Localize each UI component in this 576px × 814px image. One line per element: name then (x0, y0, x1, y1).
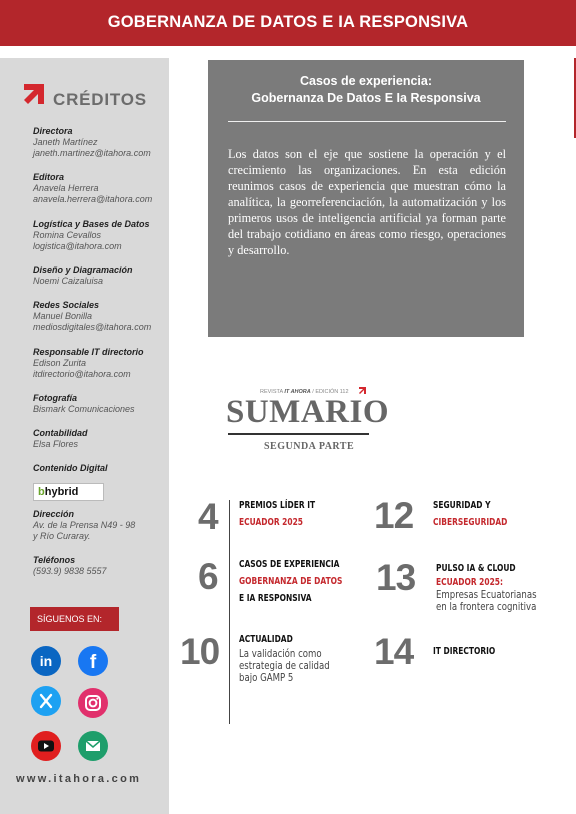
entry-highlight: ECUADOR 2025: (436, 577, 504, 588)
credit-role: Redes Sociales (33, 300, 100, 310)
credit-responsable-it (33, 347, 167, 380)
contents-entry-seguridad[interactable] (433, 497, 507, 531)
email-icon[interactable] (78, 731, 108, 761)
facebook-icon[interactable] (78, 646, 108, 676)
credit-email[interactable]: logistica@itahora.com (33, 241, 122, 251)
entry-page-number: 4 (198, 496, 218, 537)
credit-email[interactable]: mediosdigitales@itahora.com (33, 322, 152, 332)
credit-role: Dirección (33, 509, 75, 519)
svg-text:f: f (89, 652, 97, 673)
credit-name: Elsa Flores (33, 439, 79, 449)
entry-page-number: 14 (374, 631, 414, 672)
entry-title: SEGURIDAD Y (433, 500, 491, 511)
entry-title: CASOS DE EXPERIENCIA (239, 559, 340, 570)
entry-highlight: GOBERNANZA DE DATOS (239, 576, 343, 587)
edition-number: / EDICIÓN 112 (312, 389, 349, 395)
hybrid-logo-b: b (38, 486, 45, 498)
credit-directora (33, 126, 167, 159)
credit-diseno (33, 265, 167, 287)
header-bar (0, 0, 576, 46)
credit-name: Noemi Caizaluisa (33, 276, 104, 286)
entry-description: estrategia de calidad (239, 659, 330, 672)
credit-redes (33, 300, 167, 333)
credit-email[interactable]: janeth.martinez@itahora.com (33, 148, 151, 158)
credit-role: Editora (33, 172, 65, 182)
entry-description: La validación como (239, 647, 322, 660)
credit-direccion (33, 509, 167, 542)
credit-role: Directora (33, 126, 73, 136)
contents-entry-premios[interactable] (239, 497, 315, 531)
youtube-icon[interactable] (31, 731, 61, 761)
phone-number[interactable]: (593.9) 9838 5557 (33, 566, 107, 576)
credit-contenido-digital (33, 463, 167, 474)
feature-title-line2: Gobernanza De Datos E Ia Responsiva (251, 91, 481, 105)
entry-highlight: CIBERSEGURIDAD (433, 517, 508, 528)
entry-page-number: 12 (374, 495, 414, 536)
entry-title-tail: E IA RESPONSIVA (239, 593, 312, 604)
credit-contabilidad (33, 428, 167, 450)
credit-role: Logística y Bases de Datos (33, 219, 150, 229)
entry-page-number: 6 (198, 556, 218, 597)
svg-text:in: in (39, 653, 53, 669)
credit-fotografia (33, 393, 167, 415)
credit-name: Janeth Martínez (33, 137, 98, 147)
entry-title: PREMIOS LÍDER IT (239, 500, 316, 511)
credit-name: Manuel Bonilla (33, 311, 93, 321)
entry-description: Empresas Ecuatorianas (436, 588, 537, 601)
sumario-title: SUMARIO (226, 394, 390, 430)
credit-role: Fotografía (33, 393, 77, 403)
contents-divider (229, 500, 230, 724)
credit-name: Bismark Comunicaciones (33, 404, 135, 414)
contents-entry-actualidad[interactable] (239, 631, 330, 684)
entry-page-number: 10 (180, 631, 220, 672)
credit-name: Romina Cevallos (33, 230, 102, 240)
x-twitter-icon[interactable] (31, 686, 61, 716)
website-link[interactable]: www.itahora.com (16, 773, 142, 785)
credit-role: Contabilidad (33, 428, 88, 438)
contents-entry-it-directorio[interactable] (433, 643, 495, 660)
entry-description: en la frontera cognitiva (436, 600, 537, 613)
instagram-icon[interactable] (78, 688, 108, 718)
entry-highlight: ECUADOR 2025 (239, 517, 304, 528)
credit-role: Responsable IT directorio (33, 347, 144, 357)
entry-description: bajo GAMP 5 (239, 671, 294, 684)
sumario-subtitle: SEGUNDA PARTE (264, 441, 355, 452)
credit-editora (33, 172, 167, 205)
magazine-brand: IT AHORA (284, 389, 311, 395)
credit-telefonos (33, 555, 167, 577)
contents-entry-casos[interactable] (239, 556, 342, 607)
address-line: y Río Curaray. (33, 531, 91, 541)
follow-us-label: SÍGUENOS EN: (30, 607, 119, 631)
credit-email[interactable]: itdirectorio@itahora.com (33, 369, 131, 379)
credit-role: Teléfonos (33, 555, 76, 565)
hybrid-logo (33, 483, 104, 501)
credits-arrow-logo-icon (22, 80, 48, 108)
credit-email[interactable]: anavela.herrera@itahora.com (33, 194, 153, 204)
address-line: Av. de la Prensa N49 - 98 (33, 520, 136, 530)
credits-title: CRÉDITOS (53, 90, 147, 109)
header-title: GOBERNANZA DE DATOS E IA RESPONSIVA (107, 13, 469, 31)
credit-name: Edison Zurita (33, 358, 87, 368)
feature-title (208, 73, 524, 107)
feature-divider (228, 121, 506, 122)
hybrid-logo-text: hybrid (44, 486, 79, 498)
entry-title: ACTUALIDAD (239, 634, 293, 645)
credit-name: Anavela Herrera (33, 183, 99, 193)
contents-entry-pulso[interactable] (436, 560, 537, 613)
entry-page-number: 13 (376, 557, 416, 598)
feature-body: Los datos son el eje que sostiene la operación y el crecimiento las organizaciones. En esta edición reunimos casos de experiencia que muestran cómo la analítica, la georreferenciación, la automatización y los primeros usos de inteligencia artificial ya forman parte del trabajo cotidiano en áreas como riesgo, operaciones y desarrollo. (228, 147, 506, 257)
credit-role: Diseño y Diagramación (33, 265, 133, 275)
entry-title: PULSO IA & CLOUD (436, 563, 516, 574)
feature-title-line1: Casos de experiencia: (299, 74, 432, 88)
magazine-prefix: REVISTA (260, 389, 283, 395)
linkedin-icon[interactable] (31, 646, 61, 676)
credit-logistica (33, 219, 167, 252)
credit-role: Contenido Digital (33, 463, 108, 473)
entry-title: IT DIRECTORIO (433, 646, 496, 657)
sumario-underline (228, 433, 369, 435)
